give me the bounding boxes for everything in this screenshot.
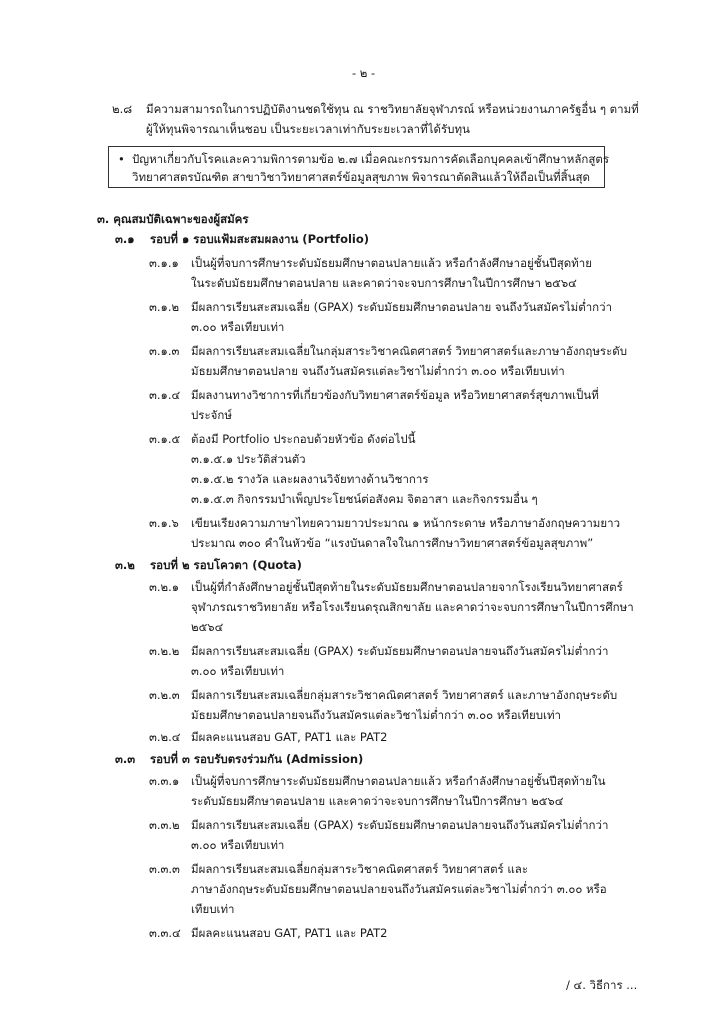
item-3-1-4-line-2: ประจักษ์ bbox=[191, 408, 232, 422]
item-3-1-5-3: ๓.๑.๕.๓ กิจกรรมบำเพ็ญประโยชน์ต่อสังคม จิตอาสา และกิจกรรมอื่น ๆ bbox=[191, 492, 538, 506]
item-3-1-6-number: ๓.๑.๖ bbox=[149, 516, 179, 530]
item-3-3-2-number: ๓.๓.๒ bbox=[149, 818, 180, 832]
footer-next-section: / ๔. วิธีการ ... bbox=[566, 978, 638, 992]
item-3-2-3-number: ๓.๒.๓ bbox=[149, 688, 180, 702]
clause-2-8-number: ๒.๘ bbox=[112, 102, 133, 116]
item-3-1-4-line-1: มีผลงานทางวิชาการที่เกี่ยวข้องกับวิทยาศาสตร์ข้อมูล หรือวิทยาศาสตร์สุขภาพเป็นที่ bbox=[191, 388, 599, 402]
item-3-1-3-line-2: มัธยมศึกษาตอนปลาย จนถึงวันสมัครแต่ละวิชาไม่ต่ำกว่า ๓.๐๐ หรือเทียบเท่า bbox=[191, 364, 565, 378]
section-3-title: ๓. คุณสมบัติเฉพาะของผู้สมัคร bbox=[97, 212, 249, 226]
round-2-number: ๓.๒ bbox=[115, 558, 135, 572]
item-3-2-3-line-1: มีผลการเรียนสะสมเฉลี่ยกลุ่มสาระวิชาคณิตศาสตร์ วิทยาศาสตร์ และภาษาอังกฤษระดับ bbox=[191, 688, 618, 702]
item-3-1-6-line-1: เขียนเรียงความภาษาไทยความยาวประมาณ ๑ หน้ากระดาษ หรือภาษาอังกฤษความยาว bbox=[191, 516, 621, 530]
item-3-2-2-number: ๓.๒.๒ bbox=[149, 644, 180, 658]
item-3-1-3-line-1: มีผลการเรียนสะสมเฉลี่ยในกลุ่มสาระวิชาคณิตศาสตร์ วิทยาศาสตร์และภาษาอังกฤษระดับ bbox=[191, 344, 628, 358]
item-3-2-1-line-1: เป็นผู้ที่กำลังศึกษาอยู่ชั้นปีสุดท้ายในระดับมัธยมศึกษาตอนปลายจากโรงเรียนวิทยาศาสตร์ bbox=[191, 580, 623, 594]
round-1-title: รอบที่ ๑ รอบแฟ้มสะสมผลงาน (Portfolio) bbox=[150, 232, 370, 246]
item-3-1-3-number: ๓.๑.๓ bbox=[149, 344, 180, 358]
item-3-1-1-number: ๓.๑.๑ bbox=[149, 256, 179, 270]
note-line-1: ปัญหาเกี่ยวกับโรคและความพิการตามข้อ ๒.๗ เมื่อคณะกรรมการคัดเลือกบุคคลเข้าศึกษาหลักสูตร bbox=[132, 152, 610, 166]
item-3-3-1-line-2: ระดับมัธยมศึกษาตอนปลาย และคาดว่าจะจบการศึกษาในปีการศึกษา ๒๕๖๔ bbox=[191, 794, 564, 808]
item-3-2-1-line-2: จุฬาภรณราชวิทยาลัย หรือโรงเรียนดรุณสิกขาลัย และคาดว่าจะจบการศึกษาในปีการศึกษา bbox=[191, 600, 634, 614]
item-3-3-3-line-1: มีผลการเรียนสะสมเฉลี่ยกลุ่มสาระวิชาคณิตศาสตร์ วิทยาศาสตร์ และ bbox=[191, 862, 529, 876]
item-3-3-4-line-1: มีผลคะแนนสอบ GAT, PAT1 และ PAT2 bbox=[191, 926, 388, 940]
item-3-3-1-number: ๓.๓.๑ bbox=[149, 774, 180, 788]
clause-2-8-line-1: มีความสามารถในการปฏิบัติงานชดใช้ทุน ณ ราชวิทยาลัยจุฬาภรณ์ หรือหน่วยงานภาครัฐอื่น ๆ ตามที่ bbox=[146, 102, 639, 116]
note-bullet: • bbox=[118, 152, 125, 166]
round-3-title: รอบที่ ๓ รอบรับตรงร่วมกัน (Admission) bbox=[150, 752, 364, 766]
item-3-1-1-line-2: ในระดับมัธยมศึกษาตอนปลาย และคาดว่าจะจบการศึกษาในปีการศึกษา ๒๕๖๔ bbox=[191, 276, 577, 290]
item-3-3-1-line-1: เป็นผู้ที่จบการศึกษาระดับมัธยมศึกษาตอนปลายแล้ว หรือกำลังศึกษาอยู่ชั้นปีสุดท้ายใน bbox=[191, 774, 606, 788]
item-3-1-5-1: ๓.๑.๕.๑ ประวัติส่วนตัว bbox=[191, 452, 306, 466]
item-3-3-3-line-2: ภาษาอังกฤษระดับมัธยมศึกษาตอนปลายจนถึงวันสมัครแต่ละวิชาไม่ต่ำกว่า ๓.๐๐ หรือ bbox=[191, 882, 607, 896]
item-3-1-5-number: ๓.๑.๕ bbox=[149, 432, 181, 446]
note-line-2: วิทยาศาสตรบัณฑิต สาขาวิชาวิทยาศาสตร์ข้อมูลสุขภาพ พิจารณาตัดสินแล้วให้ถือเป็นที่สิ้นสุด bbox=[132, 170, 590, 184]
item-3-1-1-line-1: เป็นผู้ที่จบการศึกษาระดับมัธยมศึกษาตอนปลายแล้ว หรือกำลังศึกษาอยู่ชั้นปีสุดท้าย bbox=[191, 256, 592, 270]
item-3-1-5-2: ๓.๑.๕.๒ รางวัล และผลงานวิจัยทางด้านวิชาการ bbox=[191, 472, 429, 486]
item-3-1-2-line-1: มีผลการเรียนสะสมเฉลี่ย (GPAX) ระดับมัธยมศึกษาตอนปลาย จนถึงวันสมัครไม่ต่ำกว่า bbox=[191, 300, 613, 314]
item-3-1-2-line-2: ๓.๐๐ หรือเทียบเท่า bbox=[191, 320, 285, 334]
item-3-2-4-line-1: มีผลคะแนนสอบ GAT, PAT1 และ PAT2 bbox=[191, 730, 388, 744]
item-3-2-1-line-3: ๒๕๖๔ bbox=[191, 620, 224, 634]
item-3-1-2-number: ๓.๑.๒ bbox=[149, 300, 180, 314]
item-3-2-2-line-2: ๓.๐๐ หรือเทียบเท่า bbox=[191, 664, 285, 678]
item-3-2-4-number: ๓.๒.๔ bbox=[149, 730, 181, 744]
item-3-1-4-number: ๓.๑.๔ bbox=[149, 388, 181, 402]
round-2-title: รอบที่ ๒ รอบโควตา (Quota) bbox=[150, 558, 302, 572]
item-3-3-3-number: ๓.๓.๓ bbox=[149, 862, 180, 876]
item-3-3-3-line-3: เทียบเท่า bbox=[191, 902, 235, 916]
round-3-number: ๓.๓ bbox=[115, 752, 136, 766]
item-3-3-2-line-2: ๓.๐๐ หรือเทียบเท่า bbox=[191, 838, 285, 852]
item-3-2-3-line-2: มัธยมศึกษาตอนปลายจนถึงวันสมัครแต่ละวิชาไม่ต่ำกว่า ๓.๐๐ หรือเทียบเท่า bbox=[191, 708, 562, 722]
page-number: - ๒ - bbox=[352, 66, 376, 80]
item-3-1-5-line-1: ต้องมี Portfolio ประกอบด้วยหัวข้อ ดังต่อไปนี้ bbox=[191, 432, 416, 446]
item-3-2-2-line-1: มีผลการเรียนสะสมเฉลี่ย (GPAX) ระดับมัธยมศึกษาตอนปลายจนถึงวันสมัครไม่ต่ำกว่า bbox=[191, 644, 609, 658]
round-1-number: ๓.๑ bbox=[115, 232, 135, 246]
clause-2-8-line-2: ผู้ให้ทุนพิจารณาเห็นชอบ เป็นระยะเวลาเท่ากับระยะเวลาที่ได้รับทุน bbox=[146, 122, 470, 136]
item-3-2-1-number: ๓.๒.๑ bbox=[149, 580, 180, 594]
item-3-3-4-number: ๓.๓.๔ bbox=[149, 926, 181, 940]
item-3-1-6-line-2: ประมาณ ๓๐๐ คำในหัวข้อ “แรงบันดาลใจในการศึกษาวิทยาศาสตร์ข้อมูลสุขภาพ” bbox=[191, 536, 594, 550]
item-3-3-2-line-1: มีผลการเรียนสะสมเฉลี่ย (GPAX) ระดับมัธยมศึกษาตอนปลายจนถึงวันสมัครไม่ต่ำกว่า bbox=[191, 818, 609, 832]
